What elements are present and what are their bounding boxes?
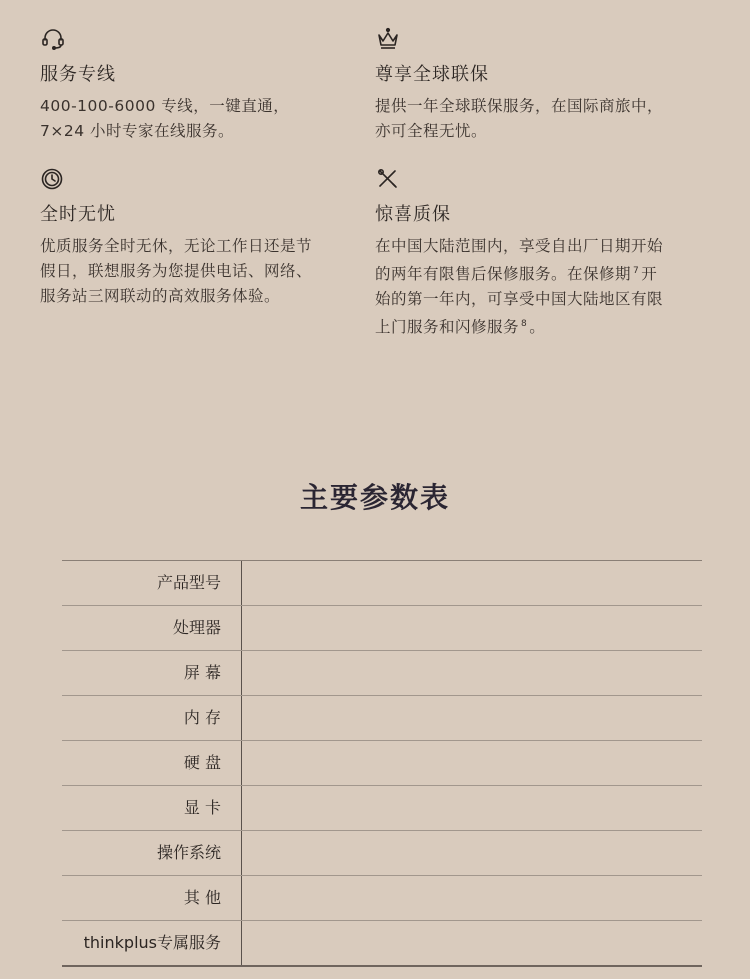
feature-description: 提供一年全球联保服务，在国际商旅中， 亦可全程无忧。 [375,97,664,140]
spec-label-storage: 硬 盘 [62,741,242,785]
spec-value-storage [242,741,702,785]
feature-always-on [40,166,380,309]
feature-service-hotline [40,26,380,144]
table-row [62,741,702,786]
table-row [62,876,702,921]
spec-value-screen [242,651,702,695]
clock-icon [40,166,66,192]
spec-label-os: 操作系统 [62,831,242,875]
feature-description: 在中国大陆范围内，享受自出厂日期开始 的两年有限售后保修服务。在保修期 $^7$ 开 始的第一年内，可享受中国大陆地区有限 上门服务和闪修服务 $^8$ 。 [375,237,664,337]
spec-label-thinkplus: thinkplus专属服务 [62,921,242,965]
spec-value-model [242,561,702,605]
table-row [62,606,702,651]
spec-label-memory: 内 存 [62,696,242,740]
table-row [62,831,702,876]
spec-value-other [242,876,702,920]
tools-icon [375,166,401,192]
table-row [62,921,702,967]
spec-label-screen: 屏 幕 [62,651,242,695]
footnote-7: 7 [633,266,640,276]
spec-label-graphics: 显 卡 [62,786,242,830]
table-row [62,696,702,741]
table-row [62,786,702,831]
spec-value-thinkplus [242,921,702,965]
spec-table [62,560,702,967]
feature-description: 优质服务全时无休，无论工作日还是节 假日，联想服务为您提供电话、网络、 服务站三网联动的高效服务体验。 [40,237,313,305]
spec-label-model: 产品型号 [62,561,242,605]
feature-title: 惊喜质保 [375,204,451,225]
spec-value-processor [242,606,702,650]
spec-table-title: 主要参数表 [299,481,450,514]
spec-value-graphics [242,786,702,830]
feature-description: 400-100-6000 专线，一键直通， 7×24 小时专家在线服务。 [40,97,290,140]
footnote-8: 8 [521,319,528,330]
feature-title: 服务专线 [40,64,116,85]
spec-value-os [242,831,702,875]
feature-title: 全时无忧 [40,204,116,225]
table-row [62,561,702,606]
feature-surprise-warranty [375,166,715,340]
table-row [62,651,702,696]
crown-icon [375,26,401,52]
spec-value-memory [242,696,702,740]
headset-icon [40,26,66,52]
feature-global-warranty [375,26,715,144]
spec-label-other: 其 他 [62,876,242,920]
feature-title: 尊享全球联保 [375,64,489,85]
spec-label-processor: 处理器 [62,606,242,650]
